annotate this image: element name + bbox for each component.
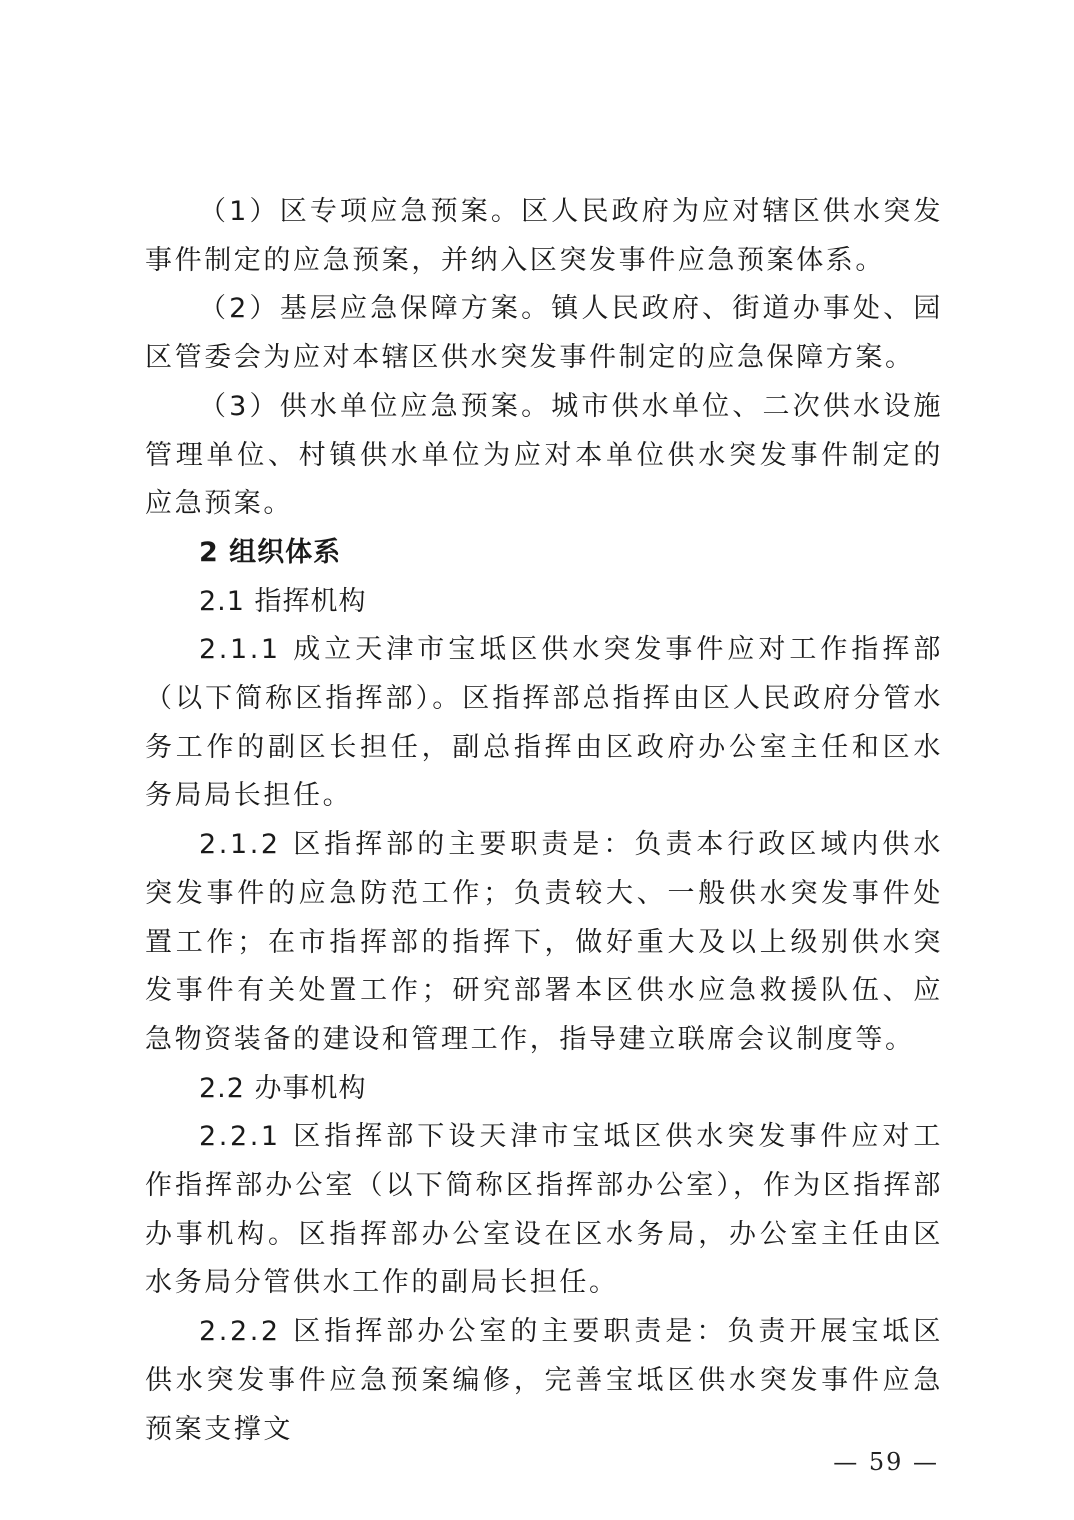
page-number: — 59 — [833,1448,939,1476]
paragraph-2-1-1: 2.1.1 成立天津市宝坻区供水突发事件应对工作指挥部（以下简称区指挥部）。区指挥部总指挥由区人民政府分管水务工作的副区长担任，副总指挥由区政府办公室主任和区水务局局长担任。 [145,634,943,812]
section-heading-organization: 2 组织体系 [199,536,342,568]
paragraph-2-1-2: 2.1.2 区指挥部的主要职责是：负责本行政区域内供水突发事件的应急防范工作；负责较大、一般供水突发事件处置工作；在市指挥部的指挥下，做好重大及以上级别供水突发事件有关处置工作；研究部署本区供水应急救援队伍、应急物资装备的建设和管理工作，指导建立联席会议制度等。 [145,829,943,1055]
document-body [145,188,943,1454]
subsection-heading-command: 2.1 指挥机构 [199,585,367,617]
paragraph-water-unit-plan: （3）供水单位应急预案。城市供水单位、二次供水设施管理单位、村镇供水单位为应对本单位供水突发事件制定的应急预案。 [145,390,943,520]
paragraph-2-2-1: 2.2.1 区指挥部下设天津市宝坻区供水突发事件应对工作指挥部办公室（以下简称区指挥部办公室），作为区指挥部办事机构。区指挥部办公室设在区水务局，办公室主任由区水务局分管供水工作的副局长担任。 [145,1121,943,1299]
paragraph-grassroots-plan: （2）基层应急保障方案。镇人民政府、街道办事处、园区管委会为应对本辖区供水突发事件制定的应急保障方案。 [145,293,943,374]
paragraph-district-plan: （1）区专项应急预案。区人民政府为应对辖区供水突发事件制定的应急预案，并纳入区突发事件应急预案体系。 [145,196,943,276]
paragraph-2-2-2: 2.2.2 区指挥部办公室的主要职责是：负责开展宝坻区供水突发事件应急预案编修，完善宝坻区供水突发事件应急预案支撑文 [145,1316,943,1445]
subsection-heading-office: 2.2 办事机构 [199,1072,367,1104]
